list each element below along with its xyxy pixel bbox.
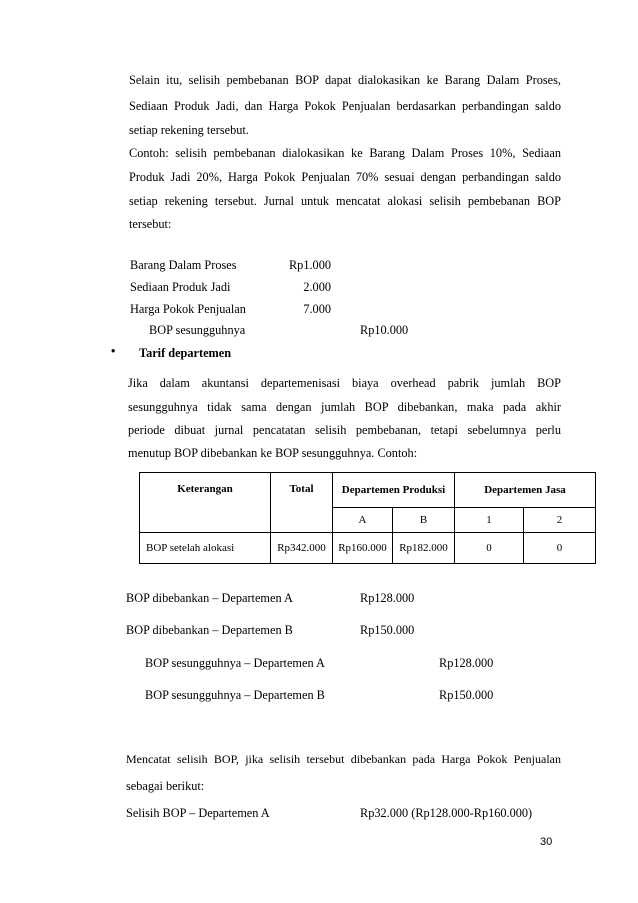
header-total: Total <box>271 473 333 533</box>
paragraph-line: Selain itu, selisih pembebanan BOP dapat dialokasikan ke Barang Dalam Proses, <box>129 73 561 87</box>
section-heading: Tarif departemen <box>139 346 232 360</box>
paragraph-line: sesungguhnya tidak sama dengan jumlah BOP dibebankan, maka pada akhir <box>128 400 561 414</box>
table-header-row <box>140 473 596 508</box>
header-keterangan: Keterangan <box>140 473 271 533</box>
subheader-1: 1 <box>455 508 524 533</box>
journal-account: BOP sesungguhnya – Departemen B <box>145 688 325 702</box>
table-row <box>140 533 596 564</box>
journal-debit: Rp128.000 <box>360 591 415 605</box>
subheader-a: A <box>333 508 393 533</box>
table-cell: 0 <box>524 533 596 564</box>
paragraph-line: tersebut: <box>129 217 172 231</box>
table-cell: Rp160.000 <box>333 533 393 564</box>
paragraph-line: periode dibuat jurnal pencatatan selisih pembebanan, tetapi sebelumnya perlu <box>128 423 561 437</box>
journal-credit: Rp10.000 <box>360 323 409 337</box>
paragraph-line: setiap rekening tersebut. Jurnal untuk mencatat alokasi selisih pembebanan BOP <box>129 194 561 208</box>
journal-debit: 7.000 <box>303 302 331 316</box>
journal-account: Barang Dalam Proses <box>130 258 237 272</box>
journal-account: BOP dibebankan – Departemen A <box>126 591 293 605</box>
subheader-2: 2 <box>524 508 596 533</box>
paragraph-line: Mencatat selisih BOP, jika selisih tersebut dibebankan pada Harga Pokok Penjualan <box>126 752 561 766</box>
journal-account: BOP sesungguhnya <box>149 323 246 337</box>
journal-credit: Rp150.000 <box>439 688 494 702</box>
paragraph-line: Sediaan Produk Jadi, dan Harga Pokok Penjualan berdasarkan perbandingan saldo <box>129 99 561 113</box>
journal-debit: Rp32.000 (Rp128.000-Rp160.000) <box>360 806 533 820</box>
table-cell: Rp182.000 <box>393 533 455 564</box>
journal-debit: Rp1.000 <box>288 258 331 272</box>
journal-account: BOP dibebankan – Departemen B <box>126 623 293 637</box>
journal-debit: Rp150.000 <box>360 623 415 637</box>
table-cell: Rp342.000 <box>271 533 333 564</box>
journal-account: BOP sesungguhnya – Departemen A <box>145 656 325 670</box>
paragraph-line: sebagai berikut: <box>126 779 205 793</box>
journal-account: Harga Pokok Penjualan <box>130 302 246 316</box>
journal-credit: Rp128.000 <box>439 656 494 670</box>
paragraph-line: Produk Jadi 20%, Harga Pokok Penjualan 70% sesuai dengan perbandingan saldo <box>129 170 561 184</box>
paragraph-line: Jika dalam akuntansi departemenisasi biaya overhead pabrik jumlah BOP <box>128 376 561 390</box>
subheader-b: B <box>393 508 455 533</box>
paragraph-line: Contoh: selisih pembebanan dialokasikan ke Barang Dalam Proses 10%, Sediaan <box>129 146 561 160</box>
header-departemen-jasa: Departemen Jasa <box>455 473 596 508</box>
table-cell: BOP setelah alokasi <box>140 533 271 564</box>
department-table <box>139 472 596 564</box>
header-departemen-produksi: Departemen Produksi <box>333 473 455 508</box>
journal-account: Sediaan Produk Jadi <box>130 280 231 294</box>
bullet-icon: • <box>111 344 116 358</box>
paragraph-line: setiap rekening tersebut. <box>129 123 249 137</box>
paragraph-line: menutup BOP dibebankan ke BOP sesungguhnya. Contoh: <box>128 446 418 460</box>
journal-account: Selisih BOP – Departemen A <box>126 806 270 820</box>
journal-debit: 2.000 <box>303 280 331 294</box>
table-cell: 0 <box>455 533 524 564</box>
page-number: 30 <box>540 836 553 848</box>
